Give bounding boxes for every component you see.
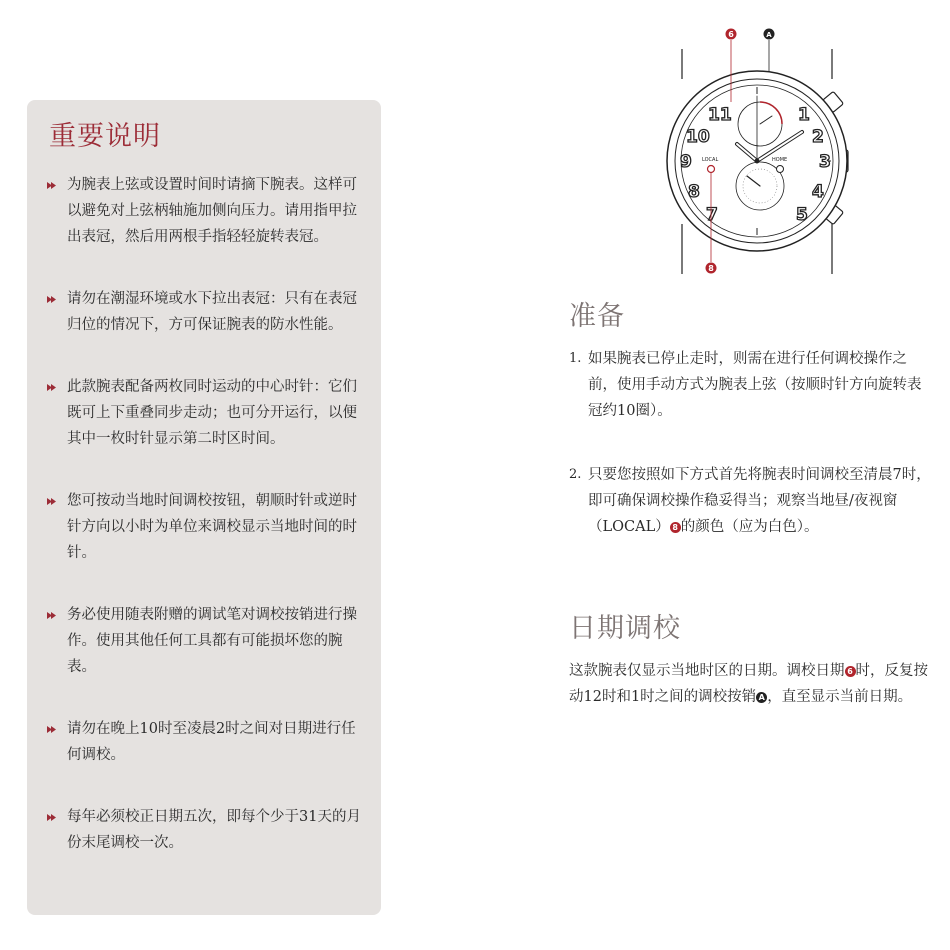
home-label: HOME (772, 157, 788, 163)
callout-local-label: 8 (708, 264, 714, 273)
callout-local-inline-icon: 8 (670, 522, 681, 533)
step-text: 如果腕表已停止走时，则需在进行任何调校操作之前，使用手动方式为腕表上弦（按顺时针方向旋转表冠约10圈）。 (588, 351, 922, 419)
note-item (27, 716, 381, 768)
note-text: 请勿在潮湿环境或水下拉出表冠：只有在表冠归位的情况下，方可保证腕表的防水性能。 (67, 291, 357, 333)
numeral-3: 3 (819, 152, 831, 172)
date-text-mid: 时，反复按动12时和1时之间的调校按销 (569, 663, 928, 705)
note-text: 务必使用随表附赠的调试笔对调校按销进行操作。使用其他任何工具都有可能损坏您的腕表。 (67, 607, 357, 675)
step-number: 1. (569, 351, 582, 366)
step-text-post: 的颜色（应为白色）。 (680, 519, 819, 535)
step-text-pre: 只要您按照如下方式首先将腕表时间调校至清晨7时，即可确保调校操作稳妥得当；观察当地昼/夜视窗（LOCAL） (588, 467, 931, 535)
callout-pusher-label: A (766, 31, 772, 39)
numeral-9: 9 (680, 152, 692, 172)
local-window (708, 166, 715, 173)
preparation-title: 准备 (569, 301, 625, 332)
watch-illustration (652, 24, 862, 286)
numeral-4: 4 (812, 182, 824, 202)
note-item (27, 488, 381, 566)
numeral-1: 1 (798, 105, 810, 125)
notes-title: 重要说明 (49, 121, 161, 152)
note-item (27, 374, 381, 452)
step-number: 2. (569, 467, 582, 482)
numeral-7: 7 (706, 205, 718, 225)
note-text: 您可按动当地时间调校按钮，朝顺时针或逆时针方向以小时为单位来调校显示当地时间的时针。 (67, 493, 357, 561)
note-item (27, 602, 381, 680)
date-text-pre: 这款腕表仅显示当地时区的日期。调校日期 (569, 663, 845, 679)
preparation-step (569, 346, 935, 424)
numeral-5: 5 (796, 205, 808, 225)
note-item (27, 804, 381, 856)
callout-date-inline-icon: 6 (845, 666, 856, 677)
note-text: 每年必须校正日期五次，即每个少于31天的月份末尾调校一次。 (67, 809, 361, 851)
numeral-11: 11 (708, 105, 732, 125)
home-window (777, 166, 784, 173)
bullet-icon (46, 180, 57, 191)
note-item (27, 172, 381, 250)
local-label: LOCAL (702, 157, 719, 163)
date-text-post: ，直至显示当前日期。 (767, 689, 913, 705)
bullet-icon (46, 496, 57, 507)
notes-list (27, 172, 381, 892)
note-text: 为腕表上弦或设置时间时请摘下腕表。这样可以避免对上弦柄轴施加侧向压力。请用指甲拉出表冠，然后用两根手指轻轻旋转表冠。 (67, 177, 357, 245)
bullet-icon (46, 382, 57, 393)
important-notes-panel (27, 100, 381, 915)
date-setting-title: 日期调校 (569, 613, 681, 644)
callout-date-label: 6 (728, 30, 734, 39)
date-setting-text (569, 658, 935, 710)
note-text: 请勿在晚上10时至凌晨2时之间对日期进行任何调校。 (67, 721, 356, 763)
note-item (27, 286, 381, 338)
preparation-step (569, 462, 935, 540)
callout-pusher-inline-icon: A (756, 692, 767, 703)
bullet-icon (46, 294, 57, 305)
numeral-2: 2 (812, 127, 824, 147)
numeral-10: 10 (686, 127, 710, 147)
bullet-icon (46, 724, 57, 735)
bullet-icon (46, 610, 57, 621)
numeral-8: 8 (688, 182, 700, 202)
bullet-icon (46, 812, 57, 823)
note-text: 此款腕表配备两枚同时运动的中心时针：它们既可上下重叠同步走动；也可分开运行，以便其中一枚时针显示第二时区时间。 (67, 379, 357, 447)
preparation-steps (569, 346, 935, 578)
